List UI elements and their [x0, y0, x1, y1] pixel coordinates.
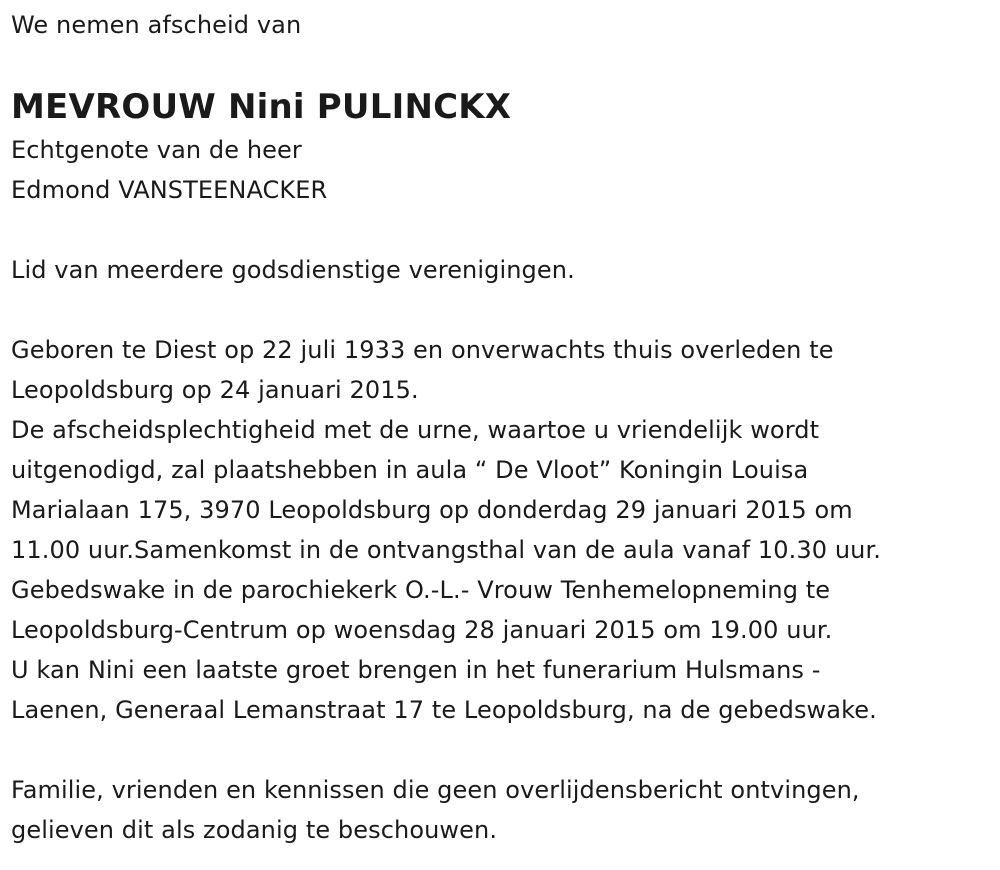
details-line: uitgenodigd, zal plaatshebben in aula “ De Vloot” Koningin Louisa [11, 456, 809, 484]
details-line: Laenen, Generaal Lemanstraat 17 te Leopoldsburg, na de gebedswake. [11, 696, 877, 724]
details-line: U kan Nini een laatste groet brengen in het funerarium Hulsmans - [11, 656, 821, 684]
details-line: De afscheidsplechtigheid met de urne, waartoe u vriendelijk wordt [11, 416, 820, 444]
details-line: Geboren te Diest op 22 juli 1933 en onverwachts thuis overleden te [11, 336, 834, 364]
spacer [11, 730, 986, 770]
closing-line: Familie, vrienden en kennissen die geen overlijdensbericht ontvingen, [11, 776, 860, 804]
details-line: Leopoldsburg op 24 januari 2015. [11, 376, 419, 404]
details-line: 11.00 uur.Samenkomst in de ontvangsthal van de aula vanaf 10.30 uur. [11, 536, 881, 564]
spouse-line-2: Edmond VANSTEENACKER [11, 176, 328, 204]
details-line: Gebedswake in de parochiekerk O.-L.- Vrouw Tenhemelopneming te [11, 576, 831, 604]
intro-text: We nemen afscheid van [11, 11, 302, 39]
membership-text: Lid van meerdere godsdienstige verenigingen. [11, 256, 575, 284]
closing-line: gelieven dit als zodanig te beschouwen. [11, 816, 498, 844]
spacer [11, 210, 986, 250]
deceased-name: MEVROUW Nini PULINCKX [11, 87, 512, 127]
spacer [11, 290, 986, 330]
details-line: Marialaan 175, 3970 Leopoldsburg op donderdag 29 januari 2015 om [11, 496, 853, 524]
death-notice [11, 6, 986, 850]
details-line: Leopoldsburg-Centrum op woensdag 28 januari 2015 om 19.00 uur. [11, 616, 833, 644]
spouse-line-1: Echtgenote van de heer [11, 136, 302, 164]
